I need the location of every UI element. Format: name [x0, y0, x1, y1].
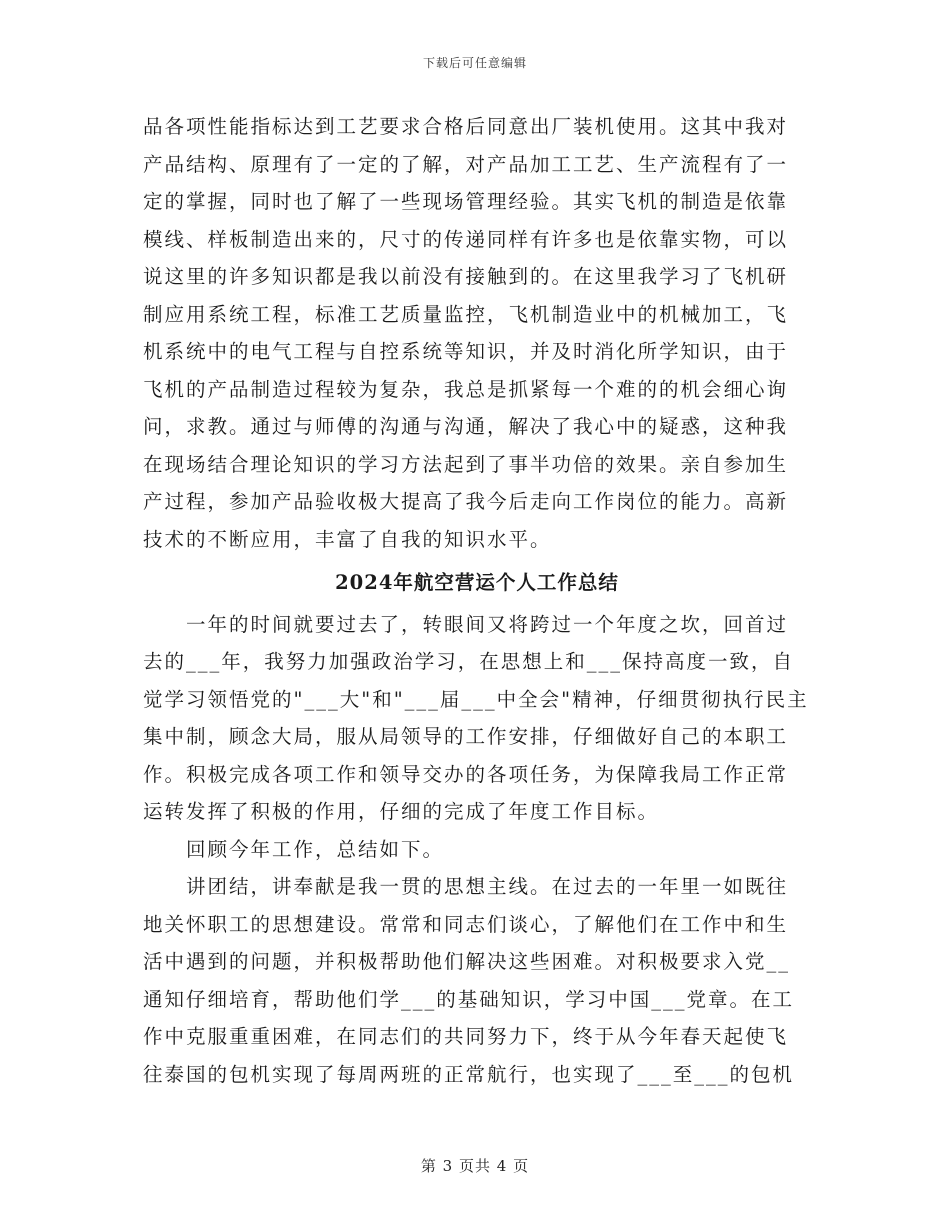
text-line: 技术的不断应用，丰富了自我的知识水平。: [143, 527, 552, 551]
document-body: [143, 108, 811, 1093]
document-title: 2024年航空营运个人工作总结: [335, 571, 619, 594]
text-line: 制应用系统工程，标准工艺质量监控，飞机制造业中的机械加工，飞: [143, 302, 789, 326]
text-line: 通知仔细培育，帮助他们学___的基础知识，学习中国___党章。在工: [143, 987, 795, 1011]
text-line: 地关怀职工的思想建设。常常和同志们谈心，了解他们在工作中和生: [143, 912, 789, 936]
text-line: 在现场结合理论知识的学习方法起到了事半功倍的效果。亲自参加生: [143, 452, 789, 476]
text-line: 作中克服重重困难，在同志们的共同努力下，终于从今年春天起使飞: [143, 1025, 789, 1048]
text-line: 活中遇到的问题，并积极帮助他们解决这些困难。对积极要求入党__: [143, 950, 791, 973]
text-line: 问，求教。通过与师傅的沟通与沟通，解决了我心中的疑惑，这种我: [143, 415, 789, 438]
paragraph-unity: [143, 868, 811, 1093]
text-line: 产品结构、原理有了一定的了解，对产品加工工艺、生产流程有了一: [143, 152, 789, 176]
paragraph-review: [143, 831, 811, 869]
text-line: 定的掌握，同时也了解了一些现场管理经验。其实飞机的制造是依靠: [143, 190, 789, 213]
text-line: 模线、样板制造出来的，尺寸的传递同样有许多也是依靠实物，可以: [143, 227, 789, 251]
text-line: 品各项性能指标达到工艺要求合格后同意出厂装机使用。这其中我对: [143, 115, 789, 138]
text-line: 说这里的许多知识都是我以前没有接触到的。在这里我学习了飞机研: [143, 265, 789, 288]
paragraph-intro: [143, 606, 811, 831]
text-line: 一年的时间就要过去了，转眼间又将跨过一个年度之坎，回首过: [186, 612, 789, 636]
text-line: 作。积极完成各项工作和领导交办的各项任务，为保障我局工作正常: [143, 762, 789, 786]
text-line: 觉学习领悟党的"___大"和"___届___中全会"精神，仔细贯彻执行民主: [143, 687, 809, 711]
text-line: 运转发挥了积极的作用，仔细的完成了年度工作目标。: [143, 800, 660, 823]
page-header: 下载后可任意编辑: [422, 56, 527, 70]
text-line: 飞机的产品制造过程较为复杂，我总是抓紧每一个难的的机会细心询: [143, 377, 789, 401]
text-line: 产过程，参加产品验收极大提高了我今后走向工作岗位的能力。高新: [143, 490, 789, 513]
text-line: 机系统中的电气工程与自控系统等知识，并及时消化所学知识，由于: [143, 340, 789, 363]
page-footer: 第 3 页共 4 页: [420, 1157, 530, 1175]
text-line: 去的___年，我努力加强政治学习，在思想上和___保持高度一致，自: [143, 650, 795, 673]
text-line: 回顾今年工作，总结如下。: [186, 837, 445, 861]
text-line: 集中制，顾念大局，服从局领导的工作安排，仔细做好自己的本职工: [143, 725, 789, 748]
section-continuation: [143, 108, 811, 558]
text-line: 往泰国的包机实现了每周两班的正常航行，也实现了___至___的包机: [143, 1062, 795, 1086]
text-line: 讲团结，讲奉献是我一贯的思想主线。在过去的一年里一如既往: [186, 875, 789, 898]
